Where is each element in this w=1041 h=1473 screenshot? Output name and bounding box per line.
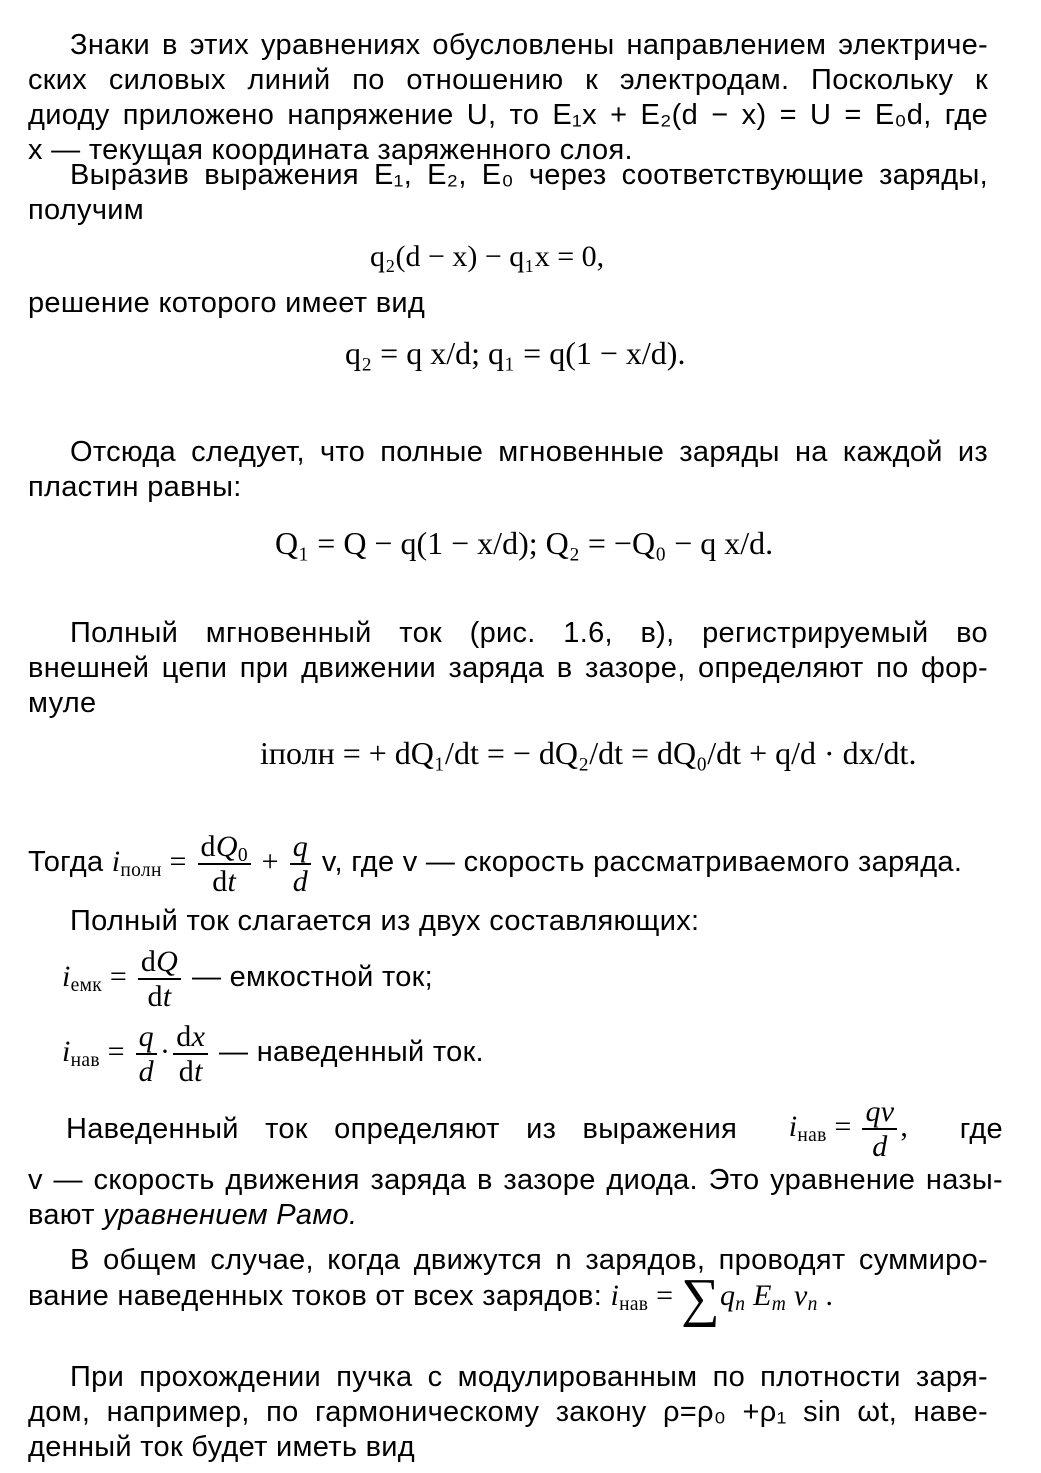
ramo-first-line bbox=[28, 1095, 1003, 1163]
text-line: диоду приложено напряжение U, то E₁x + E₂(d − x) = U = E₀d, где bbox=[28, 99, 988, 131]
equation-sum: $i_{нав} = \sum q_n$ $E_m$ $v_n$ . bbox=[610, 1267, 834, 1328]
text-line: внешней цепи при движении заряда в зазоре, определяют по фор- bbox=[28, 652, 988, 684]
text-line: В общем случае, когда движутся n зарядов, проводят суммиро- bbox=[70, 1244, 988, 1276]
text-ramo-pre: Наведенный ток определяют из выражения bbox=[66, 1112, 738, 1145]
paragraph-components: Полный ток слагается из двух составляющих: bbox=[70, 905, 700, 937]
text-then: Тогда bbox=[28, 845, 104, 878]
text-line: v — скорость движения заряда в зазоре диода. Это уравнение назы- bbox=[28, 1164, 1003, 1196]
text-ramo-equation-name: уравнением Рамо. bbox=[103, 1199, 358, 1231]
text-line: денный ток будет иметь вид bbox=[28, 1431, 416, 1463]
text-capacitive: — емкостной ток; bbox=[191, 960, 434, 993]
paragraph-modulated-beam bbox=[28, 1360, 988, 1465]
paragraph-summation bbox=[28, 1243, 988, 1328]
text-line: Знаки в этих уравнениях обусловлены направлением электриче- bbox=[70, 29, 988, 61]
text-ramo-post: где bbox=[959, 1112, 1003, 1145]
paragraph-solution: решение которого имеет вид bbox=[28, 287, 426, 319]
text-line: ских силовых линий по отношению к электродам. Поскольку к bbox=[28, 64, 988, 96]
text-line bbox=[28, 1267, 988, 1328]
text-segment: вание наведенных токов от всех зарядов: bbox=[28, 1280, 603, 1312]
equation-total-current: iполн = + dQ₁/dt = − dQ₂/dt = dQ₀/dt + q/d · dx/dt. bbox=[260, 735, 917, 771]
text-line: пластин равны: bbox=[28, 471, 242, 503]
paragraph-expressing bbox=[28, 158, 988, 228]
equation-capacitive: $i_{емк}$ = $\frac{dQ}{dt}$ bbox=[62, 960, 192, 993]
text-line: Отсюда следует, что полные мгновенные заряды на каждой из bbox=[70, 436, 988, 468]
text-line: Полный мгновенный ток (рис. 1.6, в), регистрируемый во bbox=[70, 617, 988, 649]
equation-then: $i_{полн}$ = $\frac{dQ_0}{dt}$ + $\frac{q}{d}$ bbox=[112, 845, 322, 878]
text-line: При прохождении пучка с модулированным по плотности заря- bbox=[70, 1361, 988, 1393]
text-induced: — наведенный ток. bbox=[219, 1035, 484, 1068]
paragraph-total-charges bbox=[28, 435, 988, 505]
text-segment: вают bbox=[28, 1199, 104, 1231]
induced-current bbox=[62, 1020, 662, 1088]
text-velocity: v, где v — скорость рассматриваемого заряда. bbox=[321, 845, 963, 878]
equation-Q1-Q2: Q₁ = Q − q(1 − x/d); Q₂ = −Q₀ − q x/d. bbox=[275, 525, 774, 561]
paragraph-ramo bbox=[28, 1095, 1003, 1233]
text-line: Выразив выражения E₁, E₂, E₀ через соответствующие заряды, bbox=[70, 159, 988, 191]
equation-induced: $i_{нав}$ = $\frac{q}{d}$ · $\frac{dx}{dt}$ bbox=[62, 1035, 219, 1068]
text-line bbox=[28, 1198, 1003, 1233]
equation-ramo: $i_{нав}$ = $\frac{qv}{d}$ , bbox=[788, 1095, 909, 1163]
capacitive-current bbox=[62, 945, 662, 1013]
text-line: дом, например, по гармоническому закону ρ=ρ₀ +ρ₁ sin ωt, наве- bbox=[28, 1396, 988, 1428]
text-line: получим bbox=[28, 194, 144, 226]
paragraph-signs bbox=[28, 28, 988, 168]
text-line: x — текущая координата заряженного слоя. bbox=[28, 134, 633, 166]
paragraph-then bbox=[28, 830, 988, 898]
text-line: муле bbox=[28, 687, 97, 719]
equation-charge-balance: q₂(d − x) − q₁x = 0, bbox=[370, 240, 605, 273]
equation-q1-q2: q₂ = q x/d; q₁ = q(1 − x/d). bbox=[345, 335, 686, 371]
paragraph-current bbox=[28, 616, 988, 721]
